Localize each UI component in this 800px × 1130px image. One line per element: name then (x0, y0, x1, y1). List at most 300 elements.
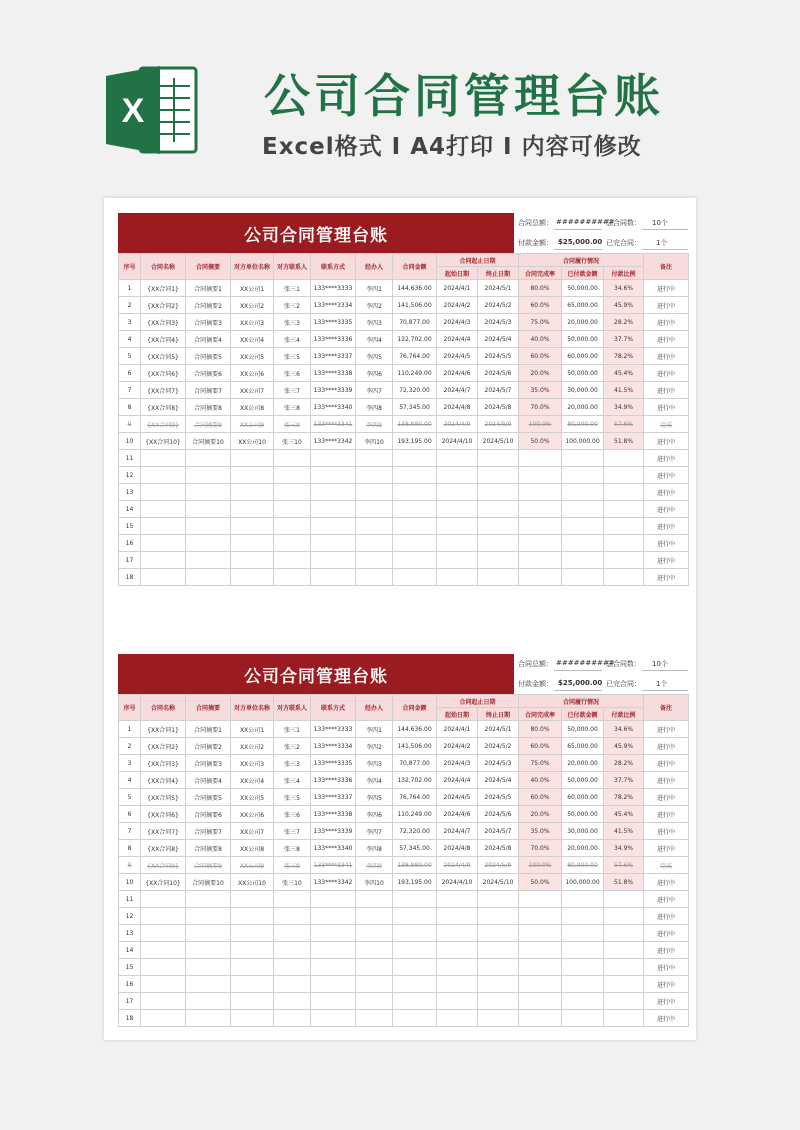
cell-payment-ratio[interactable]: 57.6% (604, 857, 644, 874)
cell-amount[interactable] (393, 569, 437, 586)
cell-completion-rate[interactable]: 50.0% (519, 874, 562, 891)
cell-summary[interactable] (186, 908, 231, 925)
cell-party[interactable]: XX公司8 (231, 399, 274, 416)
cell-end-date[interactable] (478, 501, 519, 518)
cell-start-date[interactable] (437, 535, 478, 552)
cell-seq[interactable]: 16 (119, 976, 141, 993)
cell-completion-rate[interactable] (519, 942, 562, 959)
cell-party[interactable] (231, 535, 274, 552)
cell-payment-ratio[interactable]: 37.7% (604, 331, 644, 348)
cell-contact[interactable]: 张三5 (274, 348, 311, 365)
cell-contract-name[interactable] (141, 467, 186, 484)
cell-note[interactable]: 进行中 (644, 755, 689, 772)
cell-amount[interactable]: 76,764.00 (393, 789, 437, 806)
cell-completion-rate[interactable]: 35.0% (519, 382, 562, 399)
cell-paid-amount[interactable]: 50,000.00 (562, 365, 604, 382)
cell-note[interactable]: 完成 (644, 416, 689, 433)
cell-end-date[interactable]: 2024/5/8 (478, 399, 519, 416)
cell-note[interactable]: 进行中 (644, 382, 689, 399)
cell-start-date[interactable] (437, 569, 478, 586)
cell-end-date[interactable] (478, 450, 519, 467)
cell-start-date[interactable] (437, 518, 478, 535)
cell-end-date[interactable]: 2024/5/3 (478, 755, 519, 772)
cell-contract-name[interactable]: {XX合同10} (141, 874, 186, 891)
cell-paid-amount[interactable]: 20,000.00 (562, 840, 604, 857)
cell-amount[interactable]: 57,345.00 (393, 840, 437, 857)
cell-handler[interactable] (356, 552, 393, 569)
cell-note[interactable]: 进行中 (644, 314, 689, 331)
cell-contact[interactable]: 张三1 (274, 721, 311, 738)
cell-note[interactable]: 进行中 (644, 925, 689, 942)
cell-completion-rate[interactable] (519, 976, 562, 993)
cell-phone[interactable] (311, 450, 356, 467)
cell-end-date[interactable] (478, 993, 519, 1010)
cell-party[interactable]: XX公司2 (231, 297, 274, 314)
table-row[interactable] (119, 365, 689, 382)
cell-completion-rate[interactable]: 60.0% (519, 789, 562, 806)
contract-total-value[interactable]: ########## (556, 218, 615, 226)
cell-start-date[interactable] (437, 925, 478, 942)
cell-party[interactable]: XX公司7 (231, 382, 274, 399)
cell-paid-amount[interactable]: 20,000.00 (562, 314, 604, 331)
cell-handler[interactable]: 李四6 (356, 806, 393, 823)
cell-amount[interactable] (393, 925, 437, 942)
cell-amount[interactable] (393, 467, 437, 484)
cell-phone[interactable]: 133****3338 (311, 806, 356, 823)
cell-phone[interactable] (311, 518, 356, 535)
cell-contract-name[interactable]: {XX合同9} (141, 857, 186, 874)
cell-note[interactable]: 进行中 (644, 501, 689, 518)
cell-contract-name[interactable] (141, 552, 186, 569)
cell-amount[interactable] (393, 993, 437, 1010)
table-row[interactable] (119, 857, 689, 874)
cell-phone[interactable]: 133****3335 (311, 314, 356, 331)
cell-summary[interactable]: 合同摘要10 (186, 433, 231, 450)
cell-start-date[interactable]: 2024/4/4 (437, 772, 478, 789)
cell-handler[interactable] (356, 942, 393, 959)
cell-end-date[interactable] (478, 976, 519, 993)
cell-end-date[interactable]: 2024/5/9 (478, 857, 519, 874)
cell-start-date[interactable]: 2024/4/5 (437, 789, 478, 806)
cell-completion-rate[interactable]: 100.0% (519, 416, 562, 433)
cell-paid-amount[interactable] (562, 959, 604, 976)
cell-phone[interactable] (311, 942, 356, 959)
cell-contract-name[interactable]: {XX合同10} (141, 433, 186, 450)
cell-phone[interactable] (311, 552, 356, 569)
cell-handler[interactable]: 李四9 (356, 416, 393, 433)
cell-contact[interactable]: 张三4 (274, 772, 311, 789)
cell-contract-name[interactable]: {XX合同6} (141, 365, 186, 382)
cell-amount[interactable] (393, 1010, 437, 1027)
cell-handler[interactable] (356, 1010, 393, 1027)
cell-contact[interactable] (274, 552, 311, 569)
cell-seq[interactable]: 8 (119, 399, 141, 416)
cell-end-date[interactable] (478, 552, 519, 569)
cell-start-date[interactable]: 2024/4/10 (437, 874, 478, 891)
paid-value[interactable]: $25,000.00 (558, 238, 603, 246)
cell-handler[interactable] (356, 908, 393, 925)
cell-handler[interactable]: 李四4 (356, 772, 393, 789)
cell-summary[interactable]: 合同摘要10 (186, 874, 231, 891)
cell-paid-amount[interactable] (562, 501, 604, 518)
cell-note[interactable]: 进行中 (644, 772, 689, 789)
cell-handler[interactable] (356, 976, 393, 993)
cell-handler[interactable] (356, 450, 393, 467)
cell-contract-name[interactable]: {XX合同8} (141, 840, 186, 857)
cell-note[interactable]: 进行中 (644, 959, 689, 976)
cell-payment-ratio[interactable] (604, 976, 644, 993)
cell-summary[interactable] (186, 484, 231, 501)
cell-contract-name[interactable]: {XX合同1} (141, 721, 186, 738)
table-row[interactable] (119, 467, 689, 484)
done-value[interactable]: 1个 (656, 239, 668, 247)
cell-end-date[interactable]: 2024/5/7 (478, 823, 519, 840)
cell-phone[interactable]: 133****3338 (311, 365, 356, 382)
cell-note[interactable]: 进行中 (644, 280, 689, 297)
cell-amount[interactable] (393, 942, 437, 959)
cell-contact[interactable] (274, 501, 311, 518)
cell-payment-ratio[interactable]: 34.6% (604, 280, 644, 297)
cell-phone[interactable] (311, 501, 356, 518)
cell-handler[interactable]: 李四2 (356, 738, 393, 755)
cell-contract-name[interactable]: {XX合同3} (141, 314, 186, 331)
contract-total-value[interactable]: ########## (556, 659, 615, 667)
table-row[interactable] (119, 942, 689, 959)
cell-note[interactable]: 进行中 (644, 823, 689, 840)
cell-start-date[interactable] (437, 891, 478, 908)
table-row[interactable] (119, 535, 689, 552)
cell-seq[interactable]: 16 (119, 535, 141, 552)
cell-amount[interactable] (393, 450, 437, 467)
table-row[interactable] (119, 433, 689, 450)
cell-amount[interactable]: 132,702.00 (393, 772, 437, 789)
cell-contract-name[interactable]: {XX合同4} (141, 772, 186, 789)
cell-completion-rate[interactable]: 80.0% (519, 280, 562, 297)
cell-contact[interactable]: 张三7 (274, 382, 311, 399)
cell-summary[interactable]: 合同摘要7 (186, 823, 231, 840)
cell-summary[interactable] (186, 976, 231, 993)
cell-seq[interactable]: 9 (119, 857, 141, 874)
cell-completion-rate[interactable]: 70.0% (519, 399, 562, 416)
cell-seq[interactable]: 6 (119, 365, 141, 382)
cell-amount[interactable] (393, 535, 437, 552)
cell-handler[interactable]: 李四3 (356, 314, 393, 331)
cell-party[interactable]: XX公司6 (231, 806, 274, 823)
cell-contract-name[interactable] (141, 1010, 186, 1027)
cell-payment-ratio[interactable]: 28.2% (604, 755, 644, 772)
cell-completion-rate[interactable] (519, 467, 562, 484)
cell-note[interactable]: 进行中 (644, 552, 689, 569)
cell-summary[interactable] (186, 450, 231, 467)
cell-amount[interactable]: 144,636.00 (393, 280, 437, 297)
cell-contact[interactable] (274, 467, 311, 484)
cell-paid-amount[interactable]: 50,000.00 (562, 280, 604, 297)
cell-paid-amount[interactable] (562, 976, 604, 993)
cell-party[interactable] (231, 484, 274, 501)
cell-contract-name[interactable] (141, 942, 186, 959)
cell-end-date[interactable]: 2024/5/6 (478, 365, 519, 382)
cell-end-date[interactable] (478, 891, 519, 908)
cell-phone[interactable]: 133****3335 (311, 755, 356, 772)
cell-start-date[interactable]: 2024/4/2 (437, 738, 478, 755)
cell-party[interactable]: XX公司9 (231, 857, 274, 874)
cell-completion-rate[interactable]: 100.0% (519, 857, 562, 874)
cell-end-date[interactable]: 2024/5/9 (478, 416, 519, 433)
cell-seq[interactable]: 5 (119, 348, 141, 365)
cell-handler[interactable] (356, 484, 393, 501)
cell-party[interactable] (231, 501, 274, 518)
cell-note[interactable]: 进行中 (644, 450, 689, 467)
table-row[interactable] (119, 738, 689, 755)
cell-contract-name[interactable] (141, 959, 186, 976)
cell-amount[interactable] (393, 501, 437, 518)
cell-payment-ratio[interactable] (604, 959, 644, 976)
cell-amount[interactable] (393, 976, 437, 993)
cell-completion-rate[interactable] (519, 925, 562, 942)
table-row[interactable] (119, 348, 689, 365)
cell-note[interactable]: 进行中 (644, 789, 689, 806)
cell-contact[interactable] (274, 450, 311, 467)
cell-end-date[interactable] (478, 535, 519, 552)
cell-payment-ratio[interactable]: 41.5% (604, 382, 644, 399)
cell-contract-name[interactable]: {XX合同9} (141, 416, 186, 433)
cell-amount[interactable]: 70,877.00 (393, 314, 437, 331)
cell-amount[interactable]: 141,506.00 (393, 738, 437, 755)
cell-summary[interactable]: 合同摘要3 (186, 314, 231, 331)
cell-contract-name[interactable] (141, 501, 186, 518)
cell-seq[interactable]: 17 (119, 993, 141, 1010)
cell-contact[interactable]: 张三9 (274, 857, 311, 874)
cell-phone[interactable] (311, 959, 356, 976)
cell-paid-amount[interactable]: 65,000.00 (562, 297, 604, 314)
cell-party[interactable] (231, 569, 274, 586)
cell-phone[interactable] (311, 976, 356, 993)
cell-phone[interactable]: 133****3341 (311, 416, 356, 433)
cell-end-date[interactable] (478, 908, 519, 925)
cell-end-date[interactable]: 2024/5/10 (478, 433, 519, 450)
cell-paid-amount[interactable] (562, 925, 604, 942)
cell-start-date[interactable]: 2024/4/8 (437, 840, 478, 857)
cell-completion-rate[interactable] (519, 959, 562, 976)
cell-seq[interactable]: 4 (119, 772, 141, 789)
cell-summary[interactable] (186, 535, 231, 552)
cell-completion-rate[interactable] (519, 552, 562, 569)
cell-end-date[interactable]: 2024/5/4 (478, 331, 519, 348)
cell-note[interactable]: 进行中 (644, 976, 689, 993)
cell-handler[interactable]: 李四8 (356, 399, 393, 416)
cell-end-date[interactable] (478, 467, 519, 484)
cell-contract-name[interactable]: {XX合同2} (141, 297, 186, 314)
cell-summary[interactable]: 合同摘要1 (186, 721, 231, 738)
cell-contact[interactable]: 张三2 (274, 297, 311, 314)
cell-paid-amount[interactable]: 20,000.00 (562, 399, 604, 416)
cell-completion-rate[interactable]: 75.0% (519, 314, 562, 331)
cell-amount[interactable]: 132,702.00 (393, 331, 437, 348)
cell-note[interactable]: 进行中 (644, 806, 689, 823)
cell-summary[interactable]: 合同摘要9 (186, 857, 231, 874)
cell-handler[interactable] (356, 518, 393, 535)
cell-contract-name[interactable]: {XX合同7} (141, 823, 186, 840)
cell-phone[interactable] (311, 925, 356, 942)
cell-completion-rate[interactable] (519, 1010, 562, 1027)
cell-party[interactable]: XX公司5 (231, 348, 274, 365)
cell-party[interactable] (231, 518, 274, 535)
cell-phone[interactable] (311, 993, 356, 1010)
cell-payment-ratio[interactable]: 34.6% (604, 721, 644, 738)
cell-seq[interactable]: 18 (119, 569, 141, 586)
cell-paid-amount[interactable] (562, 908, 604, 925)
cell-party[interactable]: XX公司7 (231, 823, 274, 840)
cell-end-date[interactable] (478, 518, 519, 535)
cell-end-date[interactable] (478, 484, 519, 501)
cell-paid-amount[interactable]: 50,000.00 (562, 331, 604, 348)
cell-completion-rate[interactable]: 50.0% (519, 433, 562, 450)
cell-summary[interactable] (186, 993, 231, 1010)
cell-contract-name[interactable] (141, 976, 186, 993)
table-row[interactable] (119, 959, 689, 976)
cell-end-date[interactable]: 2024/5/2 (478, 297, 519, 314)
cell-handler[interactable]: 李四1 (356, 280, 393, 297)
cell-contact[interactable] (274, 993, 311, 1010)
cell-note[interactable]: 进行中 (644, 331, 689, 348)
cell-seq[interactable]: 13 (119, 484, 141, 501)
cell-phone[interactable] (311, 467, 356, 484)
cell-amount[interactable]: 138,880.00 (393, 416, 437, 433)
cell-summary[interactable]: 合同摘要2 (186, 297, 231, 314)
cell-contract-name[interactable] (141, 569, 186, 586)
cell-note[interactable]: 进行中 (644, 874, 689, 891)
cell-start-date[interactable]: 2024/4/1 (437, 280, 478, 297)
cell-payment-ratio[interactable]: 28.2% (604, 314, 644, 331)
cell-paid-amount[interactable]: 100,000.00 (562, 433, 604, 450)
cell-party[interactable] (231, 959, 274, 976)
cell-contract-name[interactable] (141, 908, 186, 925)
cell-payment-ratio[interactable] (604, 501, 644, 518)
cell-handler[interactable] (356, 993, 393, 1010)
table-row[interactable] (119, 772, 689, 789)
cell-handler[interactable] (356, 925, 393, 942)
cell-phone[interactable] (311, 535, 356, 552)
cell-payment-ratio[interactable]: 45.4% (604, 806, 644, 823)
cell-note[interactable]: 进行中 (644, 738, 689, 755)
cell-contract-name[interactable]: {XX合同5} (141, 789, 186, 806)
cell-contact[interactable] (274, 891, 311, 908)
cell-paid-amount[interactable] (562, 569, 604, 586)
cell-paid-amount[interactable]: 50,000.00 (562, 806, 604, 823)
cell-seq[interactable]: 7 (119, 823, 141, 840)
cell-note[interactable]: 进行中 (644, 569, 689, 586)
cell-seq[interactable]: 2 (119, 738, 141, 755)
cell-contract-name[interactable] (141, 993, 186, 1010)
cell-payment-ratio[interactable]: 45.9% (604, 738, 644, 755)
cell-start-date[interactable] (437, 552, 478, 569)
cell-seq[interactable]: 10 (119, 433, 141, 450)
cell-end-date[interactable] (478, 569, 519, 586)
cell-handler[interactable]: 李四1 (356, 721, 393, 738)
cell-handler[interactable]: 李四8 (356, 840, 393, 857)
cell-completion-rate[interactable]: 60.0% (519, 297, 562, 314)
cell-contact[interactable]: 张三3 (274, 755, 311, 772)
cell-payment-ratio[interactable] (604, 484, 644, 501)
cell-amount[interactable]: 70,877.00 (393, 755, 437, 772)
cell-phone[interactable]: 133****3339 (311, 823, 356, 840)
cell-start-date[interactable]: 2024/4/1 (437, 721, 478, 738)
cell-contact[interactable] (274, 518, 311, 535)
cell-payment-ratio[interactable]: 51.8% (604, 874, 644, 891)
cell-contact[interactable]: 张三5 (274, 789, 311, 806)
contract-count-value[interactable]: 10个 (652, 660, 668, 668)
table-row[interactable] (119, 823, 689, 840)
cell-payment-ratio[interactable]: 45.9% (604, 297, 644, 314)
cell-seq[interactable]: 8 (119, 840, 141, 857)
table-row[interactable] (119, 925, 689, 942)
cell-summary[interactable] (186, 925, 231, 942)
cell-party[interactable]: XX公司8 (231, 840, 274, 857)
cell-seq[interactable]: 2 (119, 297, 141, 314)
cell-phone[interactable] (311, 908, 356, 925)
table-row[interactable] (119, 484, 689, 501)
cell-payment-ratio[interactable] (604, 993, 644, 1010)
cell-start-date[interactable] (437, 908, 478, 925)
cell-contact[interactable] (274, 976, 311, 993)
cell-paid-amount[interactable] (562, 1010, 604, 1027)
cell-contract-name[interactable]: {XX合同7} (141, 382, 186, 399)
cell-completion-rate[interactable] (519, 501, 562, 518)
cell-start-date[interactable]: 2024/4/6 (437, 806, 478, 823)
cell-party[interactable] (231, 925, 274, 942)
cell-start-date[interactable] (437, 976, 478, 993)
cell-note[interactable]: 进行中 (644, 891, 689, 908)
cell-summary[interactable]: 合同摘要5 (186, 789, 231, 806)
cell-amount[interactable] (393, 518, 437, 535)
cell-phone[interactable] (311, 891, 356, 908)
cell-payment-ratio[interactable] (604, 467, 644, 484)
cell-party[interactable]: XX公司4 (231, 331, 274, 348)
table-row[interactable] (119, 976, 689, 993)
cell-start-date[interactable] (437, 942, 478, 959)
cell-party[interactable]: XX公司1 (231, 721, 274, 738)
cell-end-date[interactable]: 2024/5/6 (478, 806, 519, 823)
cell-completion-rate[interactable]: 75.0% (519, 755, 562, 772)
cell-seq[interactable]: 13 (119, 925, 141, 942)
cell-amount[interactable] (393, 959, 437, 976)
cell-contract-name[interactable] (141, 535, 186, 552)
cell-end-date[interactable]: 2024/5/1 (478, 721, 519, 738)
cell-party[interactable] (231, 552, 274, 569)
cell-completion-rate[interactable]: 60.0% (519, 738, 562, 755)
cell-contract-name[interactable]: {XX合同1} (141, 280, 186, 297)
cell-contract-name[interactable]: {XX合同2} (141, 738, 186, 755)
cell-handler[interactable]: 李四4 (356, 331, 393, 348)
cell-payment-ratio[interactable]: 78.2% (604, 789, 644, 806)
cell-note[interactable]: 进行中 (644, 942, 689, 959)
cell-note[interactable]: 进行中 (644, 484, 689, 501)
cell-phone[interactable]: 133****3333 (311, 721, 356, 738)
cell-start-date[interactable] (437, 501, 478, 518)
cell-payment-ratio[interactable] (604, 908, 644, 925)
cell-summary[interactable]: 合同摘要8 (186, 399, 231, 416)
cell-end-date[interactable] (478, 1010, 519, 1027)
cell-contract-name[interactable]: {XX合同4} (141, 331, 186, 348)
cell-contract-name[interactable] (141, 518, 186, 535)
cell-completion-rate[interactable] (519, 569, 562, 586)
cell-phone[interactable]: 133****3342 (311, 433, 356, 450)
cell-start-date[interactable]: 2024/4/7 (437, 382, 478, 399)
cell-end-date[interactable]: 2024/5/1 (478, 280, 519, 297)
cell-note[interactable]: 进行中 (644, 908, 689, 925)
cell-summary[interactable]: 合同摘要4 (186, 331, 231, 348)
cell-summary[interactable]: 合同摘要9 (186, 416, 231, 433)
